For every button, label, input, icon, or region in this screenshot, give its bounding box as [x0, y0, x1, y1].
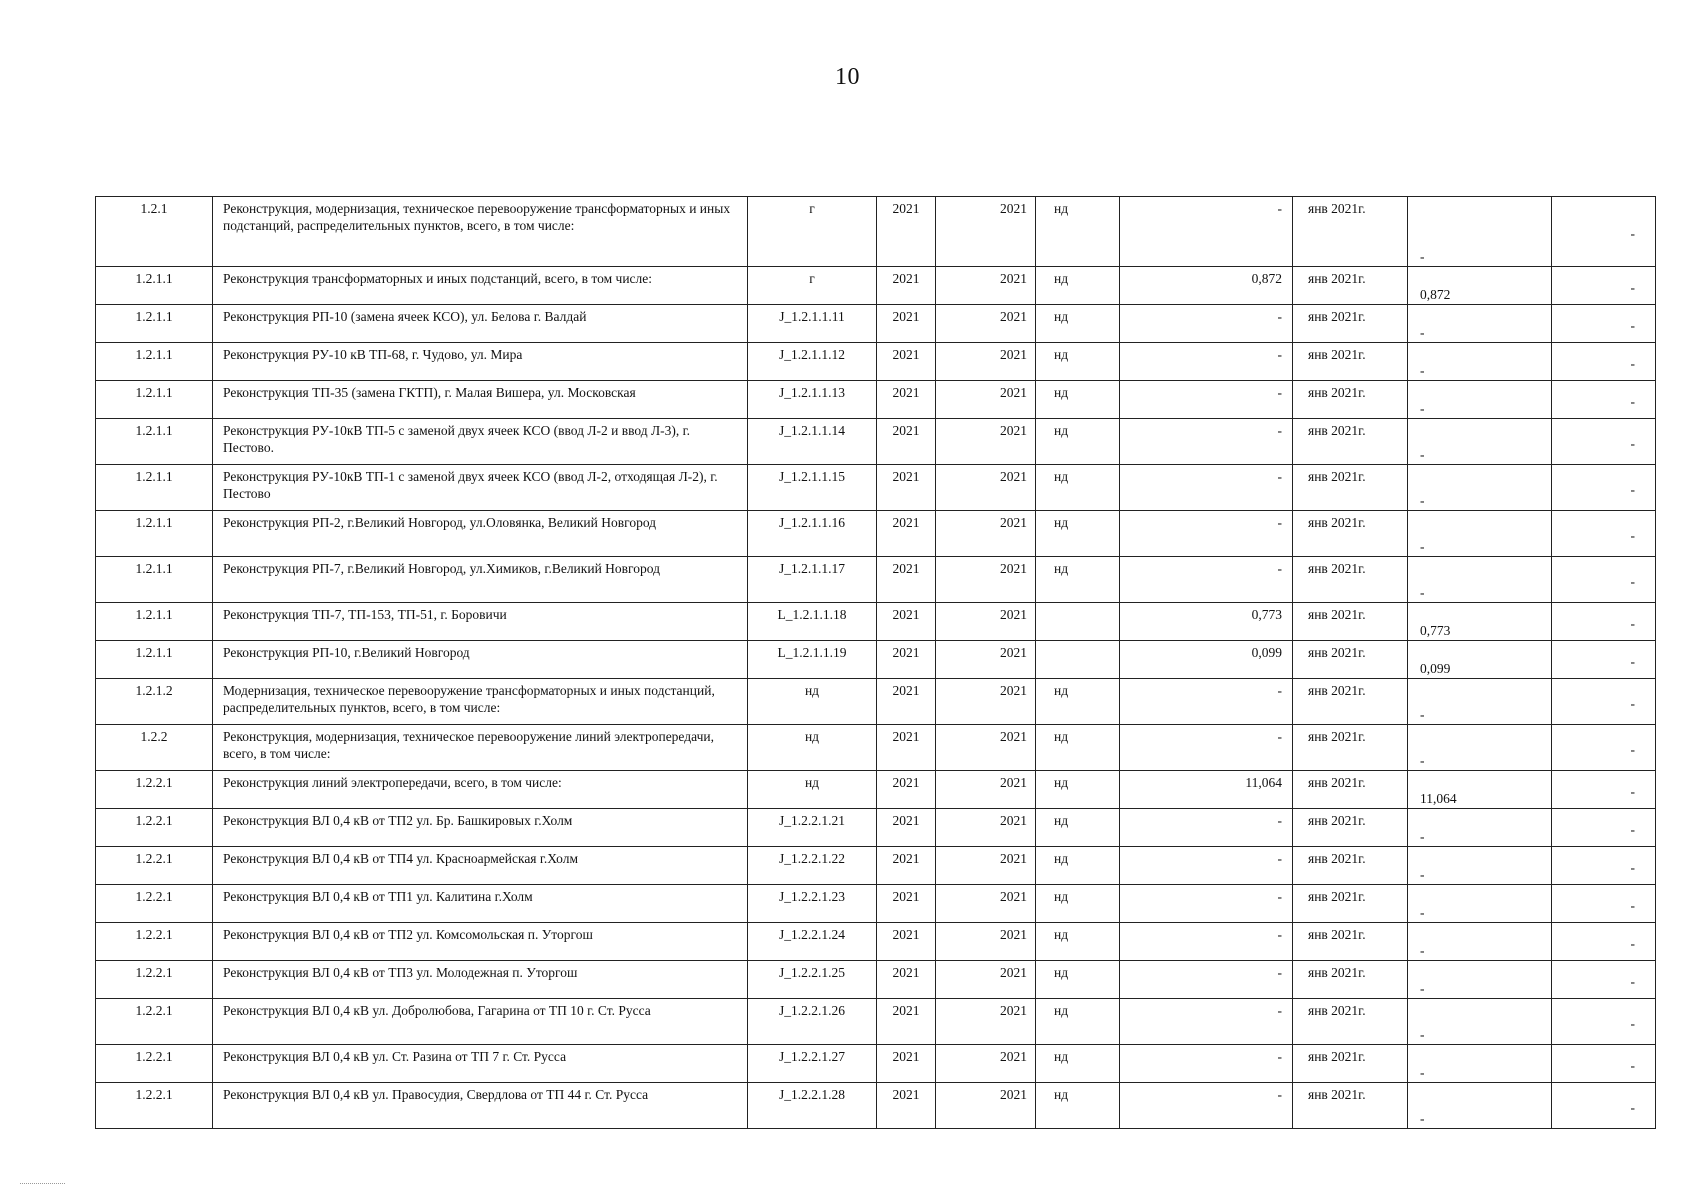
- row-last: -: [1552, 197, 1656, 267]
- row-last: -: [1552, 885, 1656, 923]
- row-last: -: [1552, 725, 1656, 771]
- row-status: нд: [1036, 961, 1120, 999]
- table-body: [96, 197, 1656, 1129]
- row-status: нд: [1036, 679, 1120, 725]
- row-last: -: [1552, 419, 1656, 465]
- row-year-start: 2021: [877, 885, 936, 923]
- row-actual: -: [1408, 847, 1552, 885]
- row-last: -: [1552, 999, 1656, 1045]
- row-number: 1.2.2: [96, 725, 213, 771]
- row-status: нд: [1036, 885, 1120, 923]
- row-number: 1.2.1.2: [96, 679, 213, 725]
- row-date: янв 2021г.: [1293, 343, 1408, 381]
- row-year-start: 2021: [877, 343, 936, 381]
- row-last: -: [1552, 343, 1656, 381]
- table-row: [96, 381, 1656, 419]
- row-date: янв 2021г.: [1293, 923, 1408, 961]
- row-last: -: [1552, 381, 1656, 419]
- row-number: 1.2.1: [96, 197, 213, 267]
- row-code: J_1.2.2.1.27: [748, 1045, 877, 1083]
- row-code: J_1.2.1.1.15: [748, 465, 877, 511]
- row-year-start: 2021: [877, 197, 936, 267]
- row-year-start: 2021: [877, 381, 936, 419]
- row-date: янв 2021г.: [1293, 267, 1408, 305]
- row-number: 1.2.2.1: [96, 923, 213, 961]
- row-last: -: [1552, 847, 1656, 885]
- row-number: 1.2.2.1: [96, 809, 213, 847]
- row-year-start: 2021: [877, 725, 936, 771]
- row-code: J_1.2.2.1.28: [748, 1083, 877, 1129]
- row-value: -: [1120, 809, 1293, 847]
- row-status: нд: [1036, 1083, 1120, 1129]
- row-value: -: [1120, 343, 1293, 381]
- row-status: нд: [1036, 557, 1120, 603]
- row-value: -: [1120, 847, 1293, 885]
- row-actual: -: [1408, 1045, 1552, 1083]
- scan-artifact: [20, 1183, 65, 1185]
- table-row: [96, 343, 1656, 381]
- row-value: -: [1120, 197, 1293, 267]
- row-name: Реконструкция ТП-35 (замена ГКТП), г. Малая Вишера, ул. Московская: [213, 381, 748, 419]
- row-year-end: 2021: [936, 923, 1036, 961]
- row-date: янв 2021г.: [1293, 725, 1408, 771]
- row-last: -: [1552, 1045, 1656, 1083]
- row-name: Реконструкция трансформаторных и иных подстанций, всего, в том числе:: [213, 267, 748, 305]
- table-row: [96, 557, 1656, 603]
- row-code: L_1.2.1.1.19: [748, 641, 877, 679]
- row-code: L_1.2.1.1.18: [748, 603, 877, 641]
- row-status: нд: [1036, 809, 1120, 847]
- row-year-start: 2021: [877, 679, 936, 725]
- row-value: -: [1120, 465, 1293, 511]
- row-code: J_1.2.1.1.13: [748, 381, 877, 419]
- row-number: 1.2.1.1: [96, 305, 213, 343]
- row-year-end: 2021: [936, 725, 1036, 771]
- row-number: 1.2.1.1: [96, 511, 213, 557]
- row-name: Реконструкция РП-7, г.Великий Новгород, ул.Химиков, г.Великий Новгород: [213, 557, 748, 603]
- row-code: J_1.2.2.1.26: [748, 999, 877, 1045]
- row-date: янв 2021г.: [1293, 603, 1408, 641]
- row-year-end: 2021: [936, 267, 1036, 305]
- row-year-start: 2021: [877, 847, 936, 885]
- row-actual: -: [1408, 923, 1552, 961]
- row-year-start: 2021: [877, 511, 936, 557]
- row-last: -: [1552, 961, 1656, 999]
- row-value: 0,872: [1120, 267, 1293, 305]
- row-year-end: 2021: [936, 343, 1036, 381]
- row-year-end: 2021: [936, 961, 1036, 999]
- row-year-end: 2021: [936, 305, 1036, 343]
- row-name: Реконструкция ВЛ 0,4 кВ ул. Правосудия, Свердлова от ТП 44 г. Ст. Русса: [213, 1083, 748, 1129]
- row-actual: -: [1408, 885, 1552, 923]
- table-row: [96, 847, 1656, 885]
- row-last: -: [1552, 557, 1656, 603]
- row-date: янв 2021г.: [1293, 197, 1408, 267]
- row-last: -: [1552, 305, 1656, 343]
- row-code: нд: [748, 679, 877, 725]
- row-year-start: 2021: [877, 1083, 936, 1129]
- row-name: Реконструкция ВЛ 0,4 кВ ул. Добролюбова, Гагарина от ТП 10 г. Ст. Русса: [213, 999, 748, 1045]
- row-actual: -: [1408, 419, 1552, 465]
- table-row: [96, 771, 1656, 809]
- row-year-start: 2021: [877, 1045, 936, 1083]
- row-status: нд: [1036, 465, 1120, 511]
- row-date: янв 2021г.: [1293, 419, 1408, 465]
- row-number: 1.2.2.1: [96, 1083, 213, 1129]
- row-last: -: [1552, 771, 1656, 809]
- row-last: -: [1552, 809, 1656, 847]
- row-last: -: [1552, 465, 1656, 511]
- row-actual: -: [1408, 381, 1552, 419]
- row-status: нд: [1036, 305, 1120, 343]
- row-actual: -: [1408, 305, 1552, 343]
- row-status: нд: [1036, 771, 1120, 809]
- row-actual: -: [1408, 557, 1552, 603]
- row-name: Реконструкция ВЛ 0,4 кВ ул. Ст. Разина от ТП 7 г. Ст. Русса: [213, 1045, 748, 1083]
- row-name: Реконструкция ВЛ 0,4 кВ от ТП2 ул. Комсомольская п. Уторгош: [213, 923, 748, 961]
- row-value: 11,064: [1120, 771, 1293, 809]
- table-row: [96, 885, 1656, 923]
- row-year-start: 2021: [877, 999, 936, 1045]
- row-number: 1.2.1.1: [96, 381, 213, 419]
- row-value: -: [1120, 419, 1293, 465]
- row-status: [1036, 603, 1120, 641]
- row-last: -: [1552, 603, 1656, 641]
- row-value: -: [1120, 999, 1293, 1045]
- row-date: янв 2021г.: [1293, 641, 1408, 679]
- row-date: янв 2021г.: [1293, 511, 1408, 557]
- row-status: [1036, 641, 1120, 679]
- page-number: 10: [835, 64, 860, 90]
- row-last: -: [1552, 1083, 1656, 1129]
- row-year-start: 2021: [877, 465, 936, 511]
- row-name: Реконструкция ВЛ 0,4 кВ от ТП2 ул. Бр. Башкировых г.Холм: [213, 809, 748, 847]
- row-year-end: 2021: [936, 197, 1036, 267]
- row-date: янв 2021г.: [1293, 771, 1408, 809]
- row-date: янв 2021г.: [1293, 1045, 1408, 1083]
- row-year-end: 2021: [936, 771, 1036, 809]
- row-status: нд: [1036, 343, 1120, 381]
- row-name: Реконструкция РП-2, г.Великий Новгород, ул.Оловянка, Великий Новгород: [213, 511, 748, 557]
- row-name: Реконструкция, модернизация, техническое перевооружение линий электропередачи, всего, в том числе:: [213, 725, 748, 771]
- row-date: янв 2021г.: [1293, 847, 1408, 885]
- row-number: 1.2.2.1: [96, 771, 213, 809]
- row-date: янв 2021г.: [1293, 465, 1408, 511]
- row-year-end: 2021: [936, 381, 1036, 419]
- row-name: Модернизация, техническое перевооружение трансформаторных и иных подстанций, распределительных пунктов, всего, в том числе:: [213, 679, 748, 725]
- row-number: 1.2.2.1: [96, 1045, 213, 1083]
- row-name: Реконструкция РУ-10 кВ ТП-68, г. Чудово, ул. Мира: [213, 343, 748, 381]
- row-year-end: 2021: [936, 1083, 1036, 1129]
- table-row: [96, 197, 1656, 267]
- row-value: -: [1120, 1083, 1293, 1129]
- row-code: J_1.2.1.1.11: [748, 305, 877, 343]
- row-actual: 0,773: [1408, 603, 1552, 641]
- row-status: нд: [1036, 419, 1120, 465]
- table-row: [96, 511, 1656, 557]
- row-value: -: [1120, 885, 1293, 923]
- table-row: [96, 809, 1656, 847]
- row-value: -: [1120, 305, 1293, 343]
- row-year-end: 2021: [936, 1045, 1036, 1083]
- row-number: 1.2.1.1: [96, 641, 213, 679]
- row-date: янв 2021г.: [1293, 1083, 1408, 1129]
- row-value: -: [1120, 961, 1293, 999]
- row-year-end: 2021: [936, 809, 1036, 847]
- row-year-end: 2021: [936, 999, 1036, 1045]
- table-row: [96, 603, 1656, 641]
- table-row: [96, 465, 1656, 511]
- investment-table: [95, 196, 1656, 1129]
- row-code: г: [748, 267, 877, 305]
- table-row: [96, 305, 1656, 343]
- row-code: J_1.2.2.1.23: [748, 885, 877, 923]
- row-year-start: 2021: [877, 267, 936, 305]
- row-last: -: [1552, 923, 1656, 961]
- row-value: -: [1120, 679, 1293, 725]
- row-actual: -: [1408, 679, 1552, 725]
- row-code: нд: [748, 771, 877, 809]
- row-code: J_1.2.1.1.12: [748, 343, 877, 381]
- row-year-start: 2021: [877, 641, 936, 679]
- row-date: янв 2021г.: [1293, 885, 1408, 923]
- row-date: янв 2021г.: [1293, 679, 1408, 725]
- row-name: Реконструкция РУ-10кВ ТП-1 с заменой двух ячеек КСО (ввод Л-2, отходящая Л-2), г. Пестово: [213, 465, 748, 511]
- row-date: янв 2021г.: [1293, 305, 1408, 343]
- row-year-end: 2021: [936, 465, 1036, 511]
- row-last: -: [1552, 641, 1656, 679]
- row-actual: -: [1408, 465, 1552, 511]
- row-status: нд: [1036, 1045, 1120, 1083]
- row-number: 1.2.1.1: [96, 557, 213, 603]
- row-date: янв 2021г.: [1293, 809, 1408, 847]
- row-value: 0,099: [1120, 641, 1293, 679]
- row-actual: 11,064: [1408, 771, 1552, 809]
- row-actual: 0,099: [1408, 641, 1552, 679]
- row-value: -: [1120, 511, 1293, 557]
- row-status: нд: [1036, 923, 1120, 961]
- row-year-end: 2021: [936, 603, 1036, 641]
- row-value: -: [1120, 923, 1293, 961]
- row-date: янв 2021г.: [1293, 961, 1408, 999]
- row-code: J_1.2.1.1.17: [748, 557, 877, 603]
- row-year-start: 2021: [877, 557, 936, 603]
- row-year-end: 2021: [936, 847, 1036, 885]
- row-status: нд: [1036, 381, 1120, 419]
- row-name: Реконструкция ТП-7, ТП-153, ТП-51, г. Боровичи: [213, 603, 748, 641]
- row-status: нд: [1036, 847, 1120, 885]
- row-value: -: [1120, 725, 1293, 771]
- row-number: 1.2.1.1: [96, 603, 213, 641]
- table-row: [96, 999, 1656, 1045]
- row-year-end: 2021: [936, 557, 1036, 603]
- table-row: [96, 679, 1656, 725]
- table-row: [96, 1045, 1656, 1083]
- row-year-end: 2021: [936, 885, 1036, 923]
- row-actual: 0,872: [1408, 267, 1552, 305]
- row-actual: -: [1408, 197, 1552, 267]
- row-value: -: [1120, 1045, 1293, 1083]
- row-last: -: [1552, 267, 1656, 305]
- row-name: Реконструкция РП-10 (замена ячеек КСО), ул. Белова г. Валдай: [213, 305, 748, 343]
- table-row: [96, 641, 1656, 679]
- table-row: [96, 419, 1656, 465]
- row-number: 1.2.1.1: [96, 267, 213, 305]
- row-name: Реконструкция линий электропередачи, всего, в том числе:: [213, 771, 748, 809]
- row-name: Реконструкция РУ-10кВ ТП-5 с заменой двух ячеек КСО (ввод Л-2 и ввод Л-3), г. Пестово.: [213, 419, 748, 465]
- row-actual: -: [1408, 999, 1552, 1045]
- row-status: нд: [1036, 511, 1120, 557]
- row-last: -: [1552, 511, 1656, 557]
- row-code: J_1.2.2.1.22: [748, 847, 877, 885]
- row-value: -: [1120, 381, 1293, 419]
- row-year-end: 2021: [936, 419, 1036, 465]
- row-code: J_1.2.2.1.25: [748, 961, 877, 999]
- row-number: 1.2.1.1: [96, 419, 213, 465]
- row-code: J_1.2.2.1.24: [748, 923, 877, 961]
- row-year-start: 2021: [877, 603, 936, 641]
- row-actual: -: [1408, 725, 1552, 771]
- row-code: г: [748, 197, 877, 267]
- row-name: Реконструкция ВЛ 0,4 кВ от ТП1 ул. Калитина г.Холм: [213, 885, 748, 923]
- row-number: 1.2.2.1: [96, 961, 213, 999]
- row-actual: -: [1408, 343, 1552, 381]
- row-number: 1.2.2.1: [96, 885, 213, 923]
- row-actual: -: [1408, 809, 1552, 847]
- row-status: нд: [1036, 197, 1120, 267]
- row-name: Реконструкция, модернизация, техническое перевооружение трансформаторных и иных подстанций, распределительных пунктов, всего, в том числе:: [213, 197, 748, 267]
- row-actual: -: [1408, 511, 1552, 557]
- row-year-start: 2021: [877, 923, 936, 961]
- row-number: 1.2.1.1: [96, 343, 213, 381]
- row-code: J_1.2.2.1.21: [748, 809, 877, 847]
- row-date: янв 2021г.: [1293, 381, 1408, 419]
- row-actual: -: [1408, 961, 1552, 999]
- row-code: J_1.2.1.1.14: [748, 419, 877, 465]
- row-number: 1.2.2.1: [96, 847, 213, 885]
- row-status: нд: [1036, 267, 1120, 305]
- table-row: [96, 725, 1656, 771]
- row-actual: -: [1408, 1083, 1552, 1129]
- row-status: нд: [1036, 999, 1120, 1045]
- table-row: [96, 961, 1656, 999]
- row-year-start: 2021: [877, 961, 936, 999]
- investment-table-container: [95, 196, 1655, 1129]
- row-code: J_1.2.1.1.16: [748, 511, 877, 557]
- row-number: 1.2.1.1: [96, 465, 213, 511]
- row-name: Реконструкция РП-10, г.Великий Новгород: [213, 641, 748, 679]
- row-name: Реконструкция ВЛ 0,4 кВ от ТП3 ул. Молодежная п. Уторгош: [213, 961, 748, 999]
- row-number: 1.2.2.1: [96, 999, 213, 1045]
- row-date: янв 2021г.: [1293, 999, 1408, 1045]
- row-value: 0,773: [1120, 603, 1293, 641]
- row-name: Реконструкция ВЛ 0,4 кВ от ТП4 ул. Красноармейская г.Холм: [213, 847, 748, 885]
- row-value: -: [1120, 557, 1293, 603]
- row-last: -: [1552, 679, 1656, 725]
- row-year-start: 2021: [877, 809, 936, 847]
- row-status: нд: [1036, 725, 1120, 771]
- table-row: [96, 1083, 1656, 1129]
- row-code: нд: [748, 725, 877, 771]
- row-year-start: 2021: [877, 419, 936, 465]
- row-year-end: 2021: [936, 641, 1036, 679]
- table-row: [96, 267, 1656, 305]
- row-year-start: 2021: [877, 305, 936, 343]
- row-year-end: 2021: [936, 511, 1036, 557]
- table-row: [96, 923, 1656, 961]
- row-year-end: 2021: [936, 679, 1036, 725]
- row-date: янв 2021г.: [1293, 557, 1408, 603]
- row-year-start: 2021: [877, 771, 936, 809]
